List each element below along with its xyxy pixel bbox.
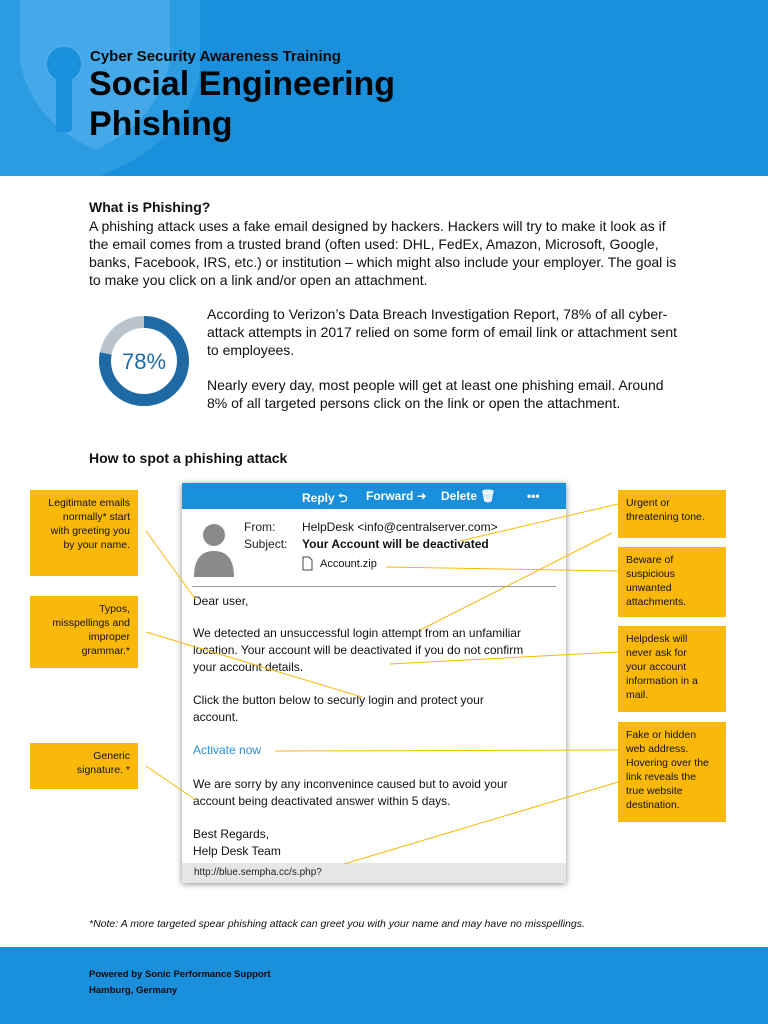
donut-label: 78% bbox=[121, 349, 167, 374]
from-value: HelpDesk <info@centralserver.com> bbox=[302, 520, 498, 534]
attachment-name[interactable]: Account.zip bbox=[320, 558, 377, 570]
stat-paragraph-2: Nearly every day, most people will get at least one phishing email. Around 8% of all targeted persons click on the link or open the attachment. bbox=[207, 377, 664, 411]
footer-powered-by: Powered by Sonic Performance Support bbox=[89, 969, 271, 980]
footer-band bbox=[0, 947, 768, 1024]
file-icon bbox=[302, 556, 313, 571]
callout-helpdesk: Helpdesk will never ask for your account information in a mail. bbox=[618, 626, 726, 712]
what-is-heading: What is Phishing? bbox=[89, 199, 211, 215]
callout-urgent: Urgent or threatening tone. bbox=[618, 490, 726, 538]
reply-button[interactable]: Reply ⮌ bbox=[302, 491, 348, 505]
from-label: From: bbox=[244, 520, 276, 534]
stat-paragraph-1: According to Verizon’s Data Breach Investigation Report, 78% of all cyber- attack attempts in 2017 relied on some form of email link or attachment sent to employees. bbox=[207, 306, 678, 358]
email-greeting: Dear user, bbox=[193, 594, 249, 608]
callout-attachments: Beware of suspicious unwanted attachments. bbox=[618, 547, 726, 617]
email-mockup bbox=[182, 483, 566, 883]
header-kicker: Cyber Security Awareness Training bbox=[90, 48, 341, 65]
spot-heading: How to spot a phishing attack bbox=[89, 450, 288, 466]
email-body-2: Click the button below to securly login and protect your account. bbox=[193, 693, 484, 724]
email-body-3: We are sorry by any inconvenince caused but to avoid your account being deactivated answer within 5 days. bbox=[193, 777, 508, 808]
footer-location: Hamburg, Germany bbox=[89, 985, 178, 996]
page-title: Social Engineering Phishing bbox=[89, 65, 396, 143]
what-is-paragraph: A phishing attack uses a fake email designed by hackers. Hackers will try to make it look as if the email comes from a trusted brand (often used: DHL, FedEx, Amazon, Microsoft, Google, banks, Facebook, IRS, etc.) or institution – which might also include your employer. The goal is to make you click on a link and/or open an attachment. bbox=[89, 218, 677, 288]
email-toolbar bbox=[182, 483, 566, 509]
delete-button[interactable]: Delete 🗑 bbox=[441, 489, 496, 503]
email-body-1: We detected an unsuccessful login attempt from an unfamiliar location. Your account will be deactivated if you do not confirm your account details. bbox=[193, 626, 524, 674]
footnote: *Note: A more targeted spear phishing attack can greet you with your name and may have no misspellings. bbox=[89, 918, 585, 930]
callout-typos: Typos, misspellings and improper grammar.* bbox=[30, 596, 138, 668]
percent-donut bbox=[98, 315, 190, 407]
activate-link[interactable]: Activate now bbox=[193, 743, 262, 757]
avatar-icon bbox=[192, 519, 236, 577]
callout-greeting: Legitimate emails normally* start with greeting you by your name. bbox=[30, 490, 138, 576]
header-divider bbox=[192, 586, 556, 587]
email-signature: Best Regards, Help Desk Team bbox=[193, 827, 281, 858]
header-banner bbox=[0, 0, 768, 176]
more-button[interactable]: ••• bbox=[527, 489, 540, 503]
subject-label: Subject: bbox=[244, 537, 288, 551]
callout-fake-link: Fake or hidden web address. Hovering over the link reveals the true website destination. bbox=[618, 722, 726, 822]
forward-button[interactable]: Forward ➜ bbox=[366, 489, 427, 503]
callout-signature: Generic signature. * bbox=[30, 743, 138, 789]
status-bar-url: http://blue.sempha.cc/s.php? bbox=[182, 863, 566, 883]
subject-value: Your Account will be deactivated bbox=[302, 537, 489, 551]
